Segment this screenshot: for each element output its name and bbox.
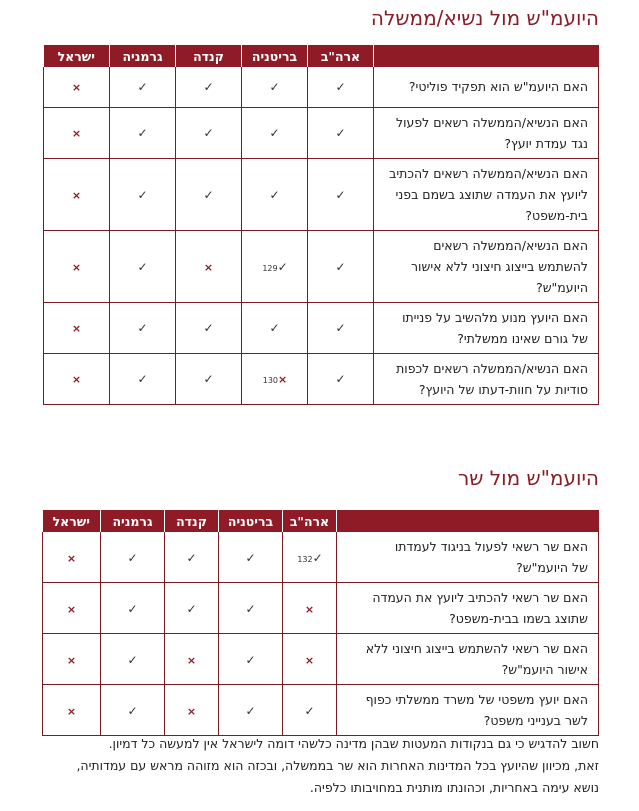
table2-title: היועמ"ש מול שר	[457, 466, 599, 490]
value-cell	[44, 353, 110, 404]
cross-icon: ×	[186, 653, 197, 667]
value-cell	[43, 634, 101, 685]
cross-icon: ×	[66, 602, 77, 616]
question-line: האם הנשיא/הממשלה רשאים לפעול	[395, 114, 588, 130]
question-line: שתוצג בשמו בבית-משפט?	[449, 611, 588, 626]
question-line: האם היועץ מנוע מלהשיב על פנייתו	[402, 309, 588, 325]
table-header-row	[43, 510, 599, 532]
table-row	[43, 532, 599, 583]
table-row	[43, 634, 599, 685]
check-icon: ✓	[277, 259, 288, 274]
table-row	[44, 67, 599, 107]
check-icon: ✓	[137, 187, 148, 202]
cross-icon: ×	[203, 260, 214, 274]
cross-icon: ×	[71, 127, 82, 140]
question-line: של היועמ"ש?	[516, 560, 588, 575]
question-line: נגד עמדת יועץ?	[504, 135, 588, 151]
check-icon: ✓	[137, 372, 148, 386]
question-line: האם שר רשאי לפעול בניגוד לעמדתו	[394, 539, 588, 554]
value-cell	[283, 634, 337, 685]
question-line: לשר בענייני משפט?	[483, 713, 588, 728]
table-row	[44, 158, 599, 230]
value-cell	[176, 353, 242, 404]
column-header: ארה"ב	[283, 510, 337, 532]
value-cell	[308, 107, 374, 158]
check-icon: ✓	[245, 550, 256, 565]
question-line: האם הנשיא/הממשלה רשאים	[433, 237, 588, 253]
check-icon: ✓	[269, 187, 280, 202]
cross-icon: ×	[304, 602, 315, 616]
value-cell	[308, 158, 374, 230]
check-icon: ✓	[335, 126, 346, 140]
table-row	[44, 353, 599, 404]
value-cell	[219, 634, 283, 685]
question-line: ליועץ את העמדה שתוצג בשמם בפני	[395, 186, 588, 202]
question-line: סודיות על חוות-דעתו של היועץ?	[418, 381, 588, 397]
question-line: האם שר רשאי להשתמש בייצוג חיצוני ללא	[365, 641, 588, 656]
footer-line: נושא עימה באחריות, וכהונתו מותנית במחויבותו כלפיה.	[309, 780, 599, 795]
question-cell	[374, 67, 599, 107]
question-cell	[337, 685, 599, 736]
table-row	[44, 302, 599, 353]
value-cell	[165, 532, 219, 583]
value-cell	[242, 353, 308, 404]
check-icon: ✓	[137, 80, 148, 95]
check-icon: ✓	[304, 703, 315, 718]
header-question-cell	[337, 510, 599, 532]
value-cell	[101, 685, 165, 736]
value-cell	[308, 67, 374, 107]
value-cell	[283, 583, 337, 634]
check-icon: ✓	[312, 550, 323, 565]
header-question-cell	[374, 45, 599, 67]
value-cell	[110, 67, 176, 107]
value-cell	[101, 532, 165, 583]
value-cell	[308, 353, 374, 404]
check-icon: ✓	[127, 601, 138, 616]
check-icon: ✓	[245, 601, 256, 616]
value-cell	[308, 230, 374, 302]
table-row	[43, 685, 599, 736]
cross-icon: ×	[186, 704, 197, 718]
column-header: גרמניה	[101, 510, 165, 532]
value-cell	[110, 302, 176, 353]
question-cell	[337, 583, 599, 634]
cross-icon: ×	[278, 373, 288, 386]
value-cell	[44, 230, 110, 302]
value-cell	[242, 158, 308, 230]
cross-icon: ×	[66, 704, 77, 718]
column-header: ארה"ב	[308, 45, 374, 67]
check-icon: ✓	[335, 259, 346, 274]
check-icon: ✓	[137, 126, 148, 140]
check-icon: ✓	[203, 321, 214, 335]
cross-icon: ×	[66, 653, 77, 667]
value-cell	[176, 230, 242, 302]
question-line: האם שר רשאי להכתיב ליועץ את העמדה	[372, 590, 588, 605]
value-cell	[176, 302, 242, 353]
value-cell	[219, 583, 283, 634]
question-line: האם היועמ"ש הוא תפקיד פוליטי?	[408, 79, 588, 95]
value-cell	[110, 353, 176, 404]
check-icon: ✓	[335, 321, 346, 335]
question-cell	[337, 532, 599, 583]
value-cell	[43, 532, 101, 583]
value-cell	[242, 67, 308, 107]
footer-note	[0, 733, 599, 799]
check-icon: ✓	[137, 259, 148, 274]
value-cell	[242, 107, 308, 158]
footnote-number: 132	[297, 554, 313, 564]
check-icon: ✓	[269, 321, 280, 335]
column-header: קנדה	[165, 510, 219, 532]
question-line: האם הנשיא/הממשלה רשאים לכפות	[396, 360, 588, 376]
value-cell	[176, 67, 242, 107]
check-icon: ✓	[203, 80, 214, 95]
question-cell	[374, 353, 599, 404]
value-cell	[176, 158, 242, 230]
cross-icon: ×	[71, 322, 82, 335]
comparison-table-president	[43, 45, 599, 405]
check-icon: ✓	[127, 652, 138, 667]
check-icon: ✓	[269, 80, 280, 95]
column-header: ישראל	[44, 45, 110, 67]
footnote-number: 129	[262, 263, 278, 273]
value-cell	[44, 158, 110, 230]
column-header: קנדה	[176, 45, 242, 67]
value-cell	[242, 302, 308, 353]
value-cell	[283, 532, 337, 583]
table-row	[44, 107, 599, 158]
cross-icon: ×	[71, 81, 82, 95]
question-cell	[337, 634, 599, 685]
check-icon: ✓	[245, 652, 256, 667]
value-cell	[219, 685, 283, 736]
column-header: ישראל	[43, 510, 101, 532]
check-icon: ✓	[127, 550, 138, 565]
check-icon: ✓	[137, 321, 148, 335]
value-cell	[43, 685, 101, 736]
question-line: היועמ"ש?	[536, 279, 588, 295]
table-row	[44, 230, 599, 302]
question-cell	[374, 230, 599, 302]
value-cell	[44, 107, 110, 158]
cross-icon: ×	[71, 260, 82, 274]
footnote-number: 130	[262, 376, 279, 385]
check-icon: ✓	[269, 126, 280, 140]
cross-icon: ×	[304, 653, 315, 667]
value-cell	[219, 532, 283, 583]
column-header: גרמניה	[110, 45, 176, 67]
check-icon: ✓	[203, 187, 214, 202]
table1-title: היועמ"ש מול נשיא/ממשלה	[370, 6, 599, 30]
table-row	[43, 583, 599, 634]
footer-line: זאת, מכיוון שהיועץ בכל המדינות האחרות הוא שר בממשלה, ובכזה הוא מזוהה מראש עם עמדותיה,	[76, 758, 599, 773]
comparison-table-minister	[42, 510, 599, 736]
check-icon: ✓	[335, 80, 346, 95]
cross-icon: ×	[66, 551, 77, 565]
question-line: בית-משפט?	[525, 207, 588, 223]
check-icon: ✓	[127, 703, 138, 718]
value-cell	[110, 107, 176, 158]
column-header: בריטניה	[219, 510, 283, 532]
check-icon: ✓	[186, 601, 197, 616]
question-line: להשתמש בייצוג חיצוני ללא אישור	[411, 258, 588, 274]
question-cell	[374, 302, 599, 353]
check-icon: ✓	[203, 126, 214, 140]
value-cell	[242, 230, 308, 302]
question-line: אישור היועמ"ש?	[501, 662, 588, 677]
question-line: האם הנשיא/הממשלה רשאים להכתיב	[389, 165, 588, 181]
table-header-row	[44, 45, 599, 67]
value-cell	[44, 67, 110, 107]
question-cell	[374, 158, 599, 230]
check-icon: ✓	[335, 372, 346, 386]
value-cell	[283, 685, 337, 736]
value-cell	[101, 583, 165, 634]
value-cell	[165, 583, 219, 634]
check-icon: ✓	[203, 372, 214, 386]
cross-icon: ×	[71, 188, 82, 202]
cross-icon: ×	[71, 373, 82, 386]
question-line: של גורם שאינו ממשלתי?	[457, 330, 588, 346]
column-header: בריטניה	[242, 45, 308, 67]
check-icon: ✓	[335, 187, 346, 202]
check-icon: ✓	[245, 703, 256, 718]
value-cell	[308, 302, 374, 353]
value-cell	[165, 685, 219, 736]
value-cell	[43, 583, 101, 634]
value-cell	[101, 634, 165, 685]
question-cell	[374, 107, 599, 158]
footer-line: חשוב להדגיש כי גם בנקודות המעטות שבהן מדינה כלשהי דומה לישראל אין למעשה כל דמיון.	[108, 736, 599, 751]
value-cell	[44, 302, 110, 353]
check-icon: ✓	[186, 550, 197, 565]
value-cell	[165, 634, 219, 685]
value-cell	[176, 107, 242, 158]
question-line: האם יועץ משפטי של משרד ממשלתי כפוף	[365, 692, 588, 707]
value-cell	[110, 230, 176, 302]
value-cell	[110, 158, 176, 230]
